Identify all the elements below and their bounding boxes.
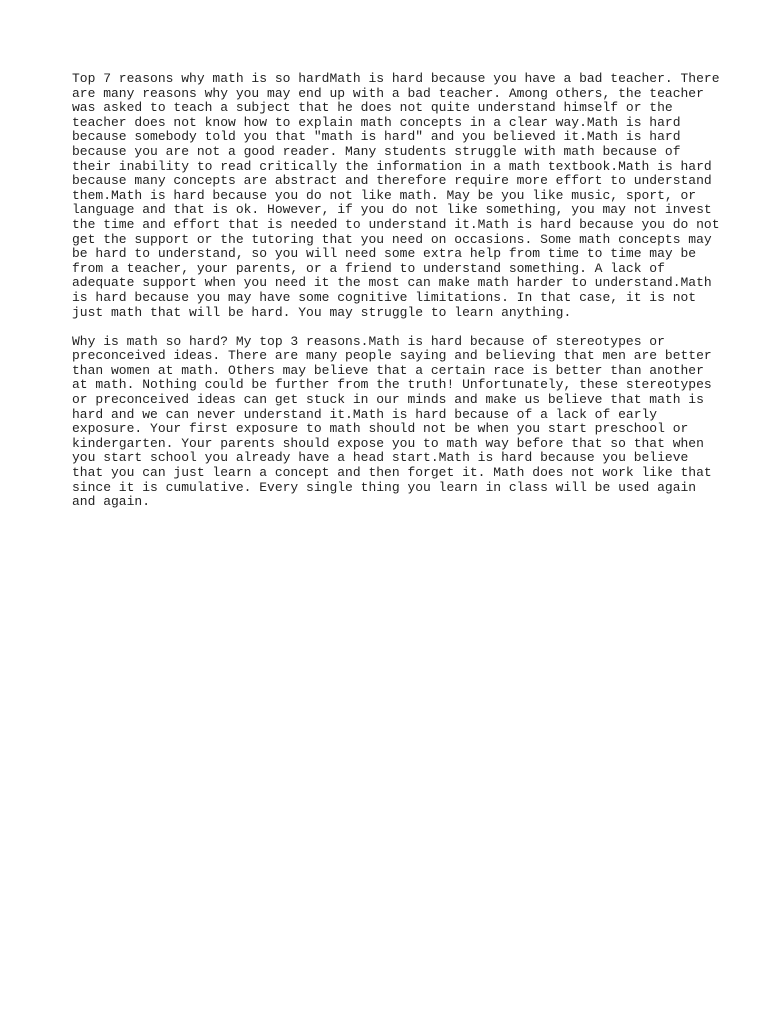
paragraph-top-7-reasons: Top 7 reasons why math is so hardMath is hard because you have a bad teacher. There are many reasons why you may end up with a bad teacher. Among others, the teacher was asked to teach a subject that he does not quite understand himself or the teacher does not know how to explain math concepts in a clear way.Math is hard because somebody told you that "math is hard" and you believed it.Math is hard because you are not a good reader. Many students struggle with math because of their inability to read critically the information in a math textbook.Math is hard because many concepts are abstract and therefore require more effort to understand them.Math is hard because you do not like math. May be you like music, sport, or language and that is ok. However, if you do not like something, you may not invest the time and effort that is needed to understand it.Math is hard because you do not get the support or the tutoring that you need on occasions. Some math concepts may be hard to understand, so you will need some extra help from time to time may be from a teacher, your parents, or a friend to understand something. A lack of adequate support when you need it the most can make math harder to understand.Math is hard because you may have some cognitive limitations. In that case, it is not just math that will be hard. You may struggle to learn anything. — [72, 71, 720, 320]
paragraph-top-3-reasons: Why is math so hard? My top 3 reasons.Math is hard because of stereotypes or preconceived ideas. There are many people saying and believing that men are better than women at math. Others may believe that a certain race is better than another at math. Nothing could be further from the truth! Unfortunately, these stereotypes or preconceived ideas can get stuck in our minds and make us believe that math is hard and we can never understand it.Math is hard because of a lack of early exposure. Your first exposure to math should not be when you start preschool or kindergarten. Your parents should expose you to math way before that so that when you start school you already have a head start.Math is hard because you believe that you can just learn a concept and then forget it. Math does not work like that since it is cumulative. Every single thing you learn in class will be used again and again. — [72, 333, 712, 510]
document-page — [72, 71, 720, 510]
